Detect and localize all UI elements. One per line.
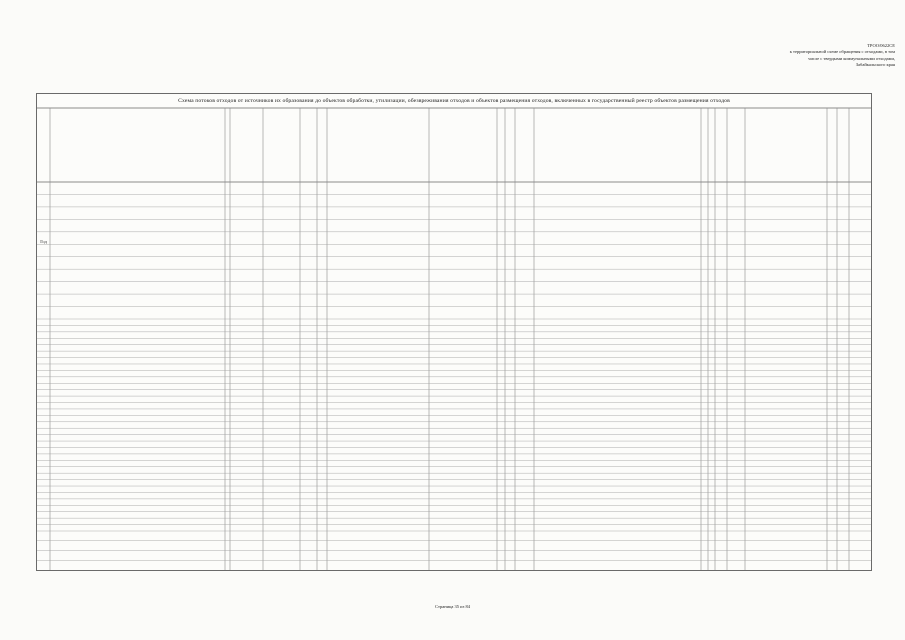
- annex-line: к территориальной схеме обращения с отходами, в том: [789, 49, 895, 55]
- table-title: Схема потоков отходов от источников их образования до объектов обработки, утилизации, обезвреживания отходов и объектов размещения отходов, включенных в государственный реестр объектов размещения отходов: [178, 98, 730, 104]
- annex-line: Забайкальского края: [855, 61, 895, 67]
- table-grid: [37, 94, 871, 570]
- annex-code: ТРОО/0622СЕ: [867, 43, 895, 48]
- annex-caption: [690, 43, 895, 68]
- page-number: Страница 35 из 84: [435, 604, 470, 609]
- annex-line: числе с твердыми коммунальными отходами,: [808, 55, 895, 61]
- waste-flow-table: [36, 93, 872, 571]
- year-column-header: Год: [40, 239, 47, 244]
